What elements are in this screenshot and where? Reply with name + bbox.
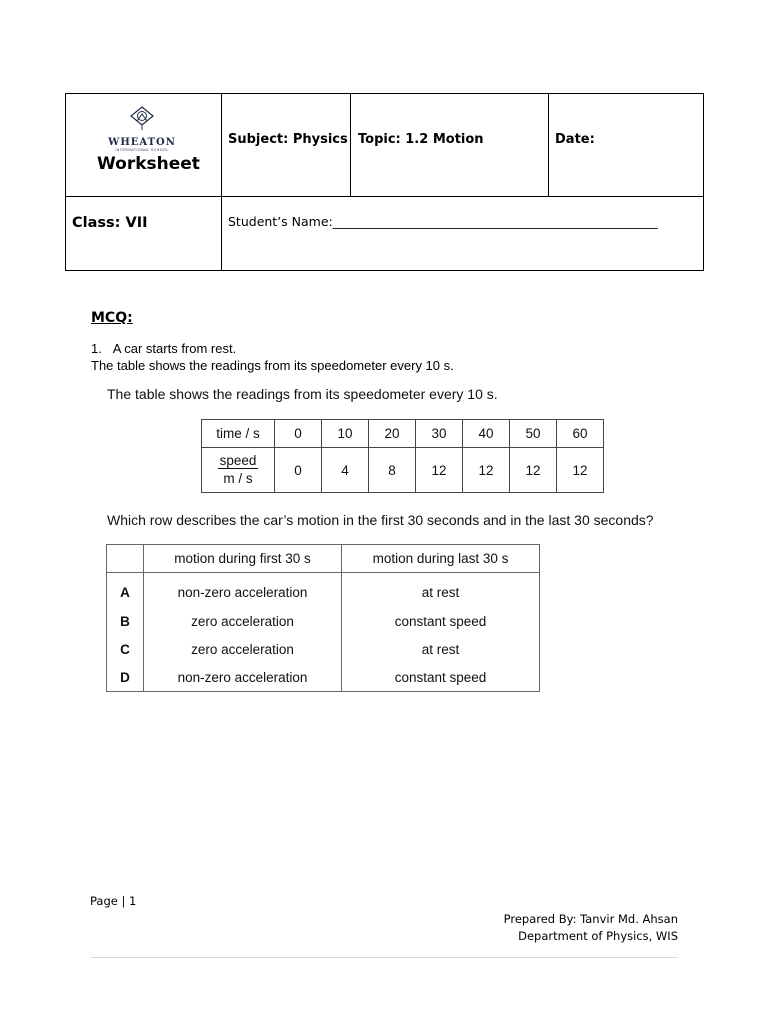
worksheet-header-table <box>65 93 704 271</box>
date-label: Date: <box>555 132 595 147</box>
table-cell: 12 <box>463 448 510 493</box>
option-last: at rest <box>342 635 540 663</box>
table-row <box>202 420 604 448</box>
student-name-label: Student’s Name: <box>228 214 333 229</box>
question-1-intro <box>91 341 236 356</box>
table-cell: 8 <box>369 448 416 493</box>
option-first: non-zero acceleration <box>144 663 342 692</box>
table-cell: 30 <box>416 420 463 448</box>
time-row-label: time / s <box>202 420 275 448</box>
option-last: constant speed <box>342 607 540 635</box>
footer-divider <box>91 957 678 958</box>
divider <box>221 94 222 270</box>
topic-label: Topic: 1.2 Motion <box>358 132 484 147</box>
table-cell: 4 <box>322 448 369 493</box>
option-first: zero acceleration <box>144 607 342 635</box>
school-logo-subtitle: INTERNATIONAL SCHOOL <box>115 148 169 152</box>
option-first: non-zero acceleration <box>144 573 342 608</box>
option-row-d[interactable] <box>107 663 540 692</box>
option-row-c[interactable] <box>107 635 540 663</box>
options-table <box>106 544 540 692</box>
worksheet-title: Worksheet <box>97 154 200 174</box>
table-cell: 12 <box>557 448 604 493</box>
table-cell: 12 <box>510 448 557 493</box>
table-cell: 40 <box>463 420 510 448</box>
option-letter: A <box>107 573 144 608</box>
divider <box>66 196 703 197</box>
student-name-blank[interactable]: ____________________________________________________ <box>332 214 658 229</box>
speed-row-label <box>202 448 275 493</box>
table-cell: 12 <box>416 448 463 493</box>
page-number-value: 1 <box>129 894 137 908</box>
option-letter: D <box>107 663 144 692</box>
page-number: Page | 1 <box>90 894 137 908</box>
table-cell: 60 <box>557 420 604 448</box>
table-cell: 20 <box>369 420 416 448</box>
option-last: constant speed <box>342 663 540 692</box>
option-last: at rest <box>342 573 540 608</box>
table-cell: 50 <box>510 420 557 448</box>
option-letter: B <box>107 607 144 635</box>
table-header-row <box>107 545 540 573</box>
scan-intro-text: The table shows the readings from its speedometer every 10 s. <box>107 386 498 402</box>
school-logo-name: WHEATON <box>108 137 176 148</box>
mcq-heading: MCQ: <box>91 310 133 326</box>
divider <box>548 94 549 197</box>
speed-label-top: speed <box>219 453 257 469</box>
divider <box>350 94 351 197</box>
option-row-a[interactable] <box>107 573 540 608</box>
header-first-30s: motion during first 30 s <box>144 545 342 573</box>
prepared-by: Prepared By: Tanvir Md. Ahsan <box>503 912 678 926</box>
speed-label-bottom: m / s <box>223 471 253 486</box>
speed-unit-fraction <box>218 452 259 487</box>
option-row-b[interactable] <box>107 607 540 635</box>
school-logo <box>96 106 188 152</box>
table-cell: 0 <box>275 420 322 448</box>
question-number: 1. <box>91 341 102 356</box>
subject-label: Subject: Physics <box>228 132 348 147</box>
option-first: zero acceleration <box>144 635 342 663</box>
page-label: Page <box>90 894 118 908</box>
school-crest-icon <box>96 106 188 132</box>
question-text: Which row describes the car’s motion in the first 30 seconds and in the last 30 seconds? <box>107 512 654 528</box>
table-cell: 10 <box>322 420 369 448</box>
question-intro-text: A car starts from rest. <box>112 341 237 356</box>
table-row <box>202 448 604 493</box>
speed-table <box>201 419 604 493</box>
table-cell: 0 <box>275 448 322 493</box>
header-last-30s: motion during last 30 s <box>342 545 540 573</box>
question-1-line2: The table shows the readings from its speedometer every 10 s. <box>91 358 454 373</box>
student-name-field[interactable] <box>228 214 658 229</box>
table-header-blank <box>107 545 144 573</box>
class-label: Class: VII <box>72 215 148 231</box>
department: Department of Physics, WIS <box>518 929 678 943</box>
option-letter: C <box>107 635 144 663</box>
